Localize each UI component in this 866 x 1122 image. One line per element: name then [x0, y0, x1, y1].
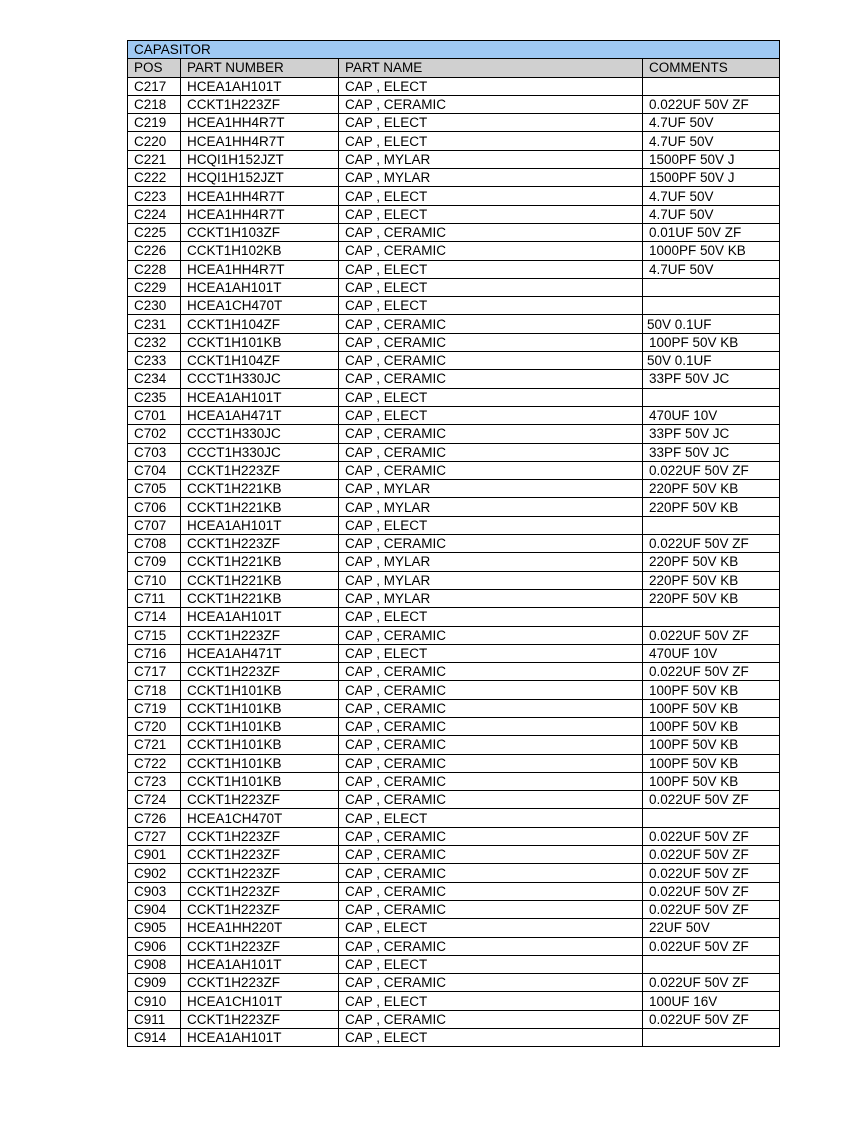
cell-part-number: CCKT1H223ZF — [181, 827, 339, 845]
cell-part-name: CAP , MYLAR — [339, 498, 643, 516]
table-row — [128, 772, 780, 790]
cell-part-name: CAP , CERAMIC — [339, 900, 643, 918]
cell-part-number: CCKT1H223ZF — [181, 900, 339, 918]
table-row — [128, 882, 780, 900]
cell-comments: 33PF 50V JC — [643, 443, 780, 461]
column-header-row — [128, 59, 780, 77]
cell-pos: C220 — [128, 132, 181, 150]
cell-part-number: HCEA1AH101T — [181, 77, 339, 95]
cell-part-number: CCKT1H221KB — [181, 553, 339, 571]
table-row — [128, 406, 780, 424]
cell-part-name: CAP , ELECT — [339, 132, 643, 150]
cell-part-number: HCEA1AH101T — [181, 955, 339, 973]
cell-pos: C229 — [128, 278, 181, 296]
cell-comments: 100PF 50V KB — [643, 699, 780, 717]
cell-part-name: CAP , ELECT — [339, 992, 643, 1010]
cell-comments — [643, 516, 780, 534]
cell-comments: 100UF 16V — [643, 992, 780, 1010]
table-row — [128, 187, 780, 205]
cell-pos: C221 — [128, 150, 181, 168]
cell-pos: C906 — [128, 937, 181, 955]
cell-part-number: HCEA1HH220T — [181, 919, 339, 937]
cell-pos: C234 — [128, 370, 181, 388]
cell-part-name: CAP , CERAMIC — [339, 974, 643, 992]
cell-part-name: CAP , ELECT — [339, 260, 643, 278]
table-row — [128, 864, 780, 882]
cell-comments: 470UF 10V — [643, 406, 780, 424]
cell-pos: C910 — [128, 992, 181, 1010]
cell-comments: 0.022UF 50V ZF — [643, 461, 780, 479]
cell-comments: 0.022UF 50V ZF — [643, 827, 780, 845]
cell-pos: C706 — [128, 498, 181, 516]
cell-pos: C223 — [128, 187, 181, 205]
cell-part-number: CCKT1H103ZF — [181, 223, 339, 241]
cell-comments: 4.7UF 50V — [643, 132, 780, 150]
table-row — [128, 132, 780, 150]
cell-comments: 0.022UF 50V ZF — [643, 864, 780, 882]
table-row — [128, 352, 780, 370]
cell-comments: 4.7UF 50V — [643, 205, 780, 223]
cell-part-name: CAP , ELECT — [339, 278, 643, 296]
cell-part-number: CCKT1H104ZF — [181, 352, 339, 370]
cell-pos: C902 — [128, 864, 181, 882]
cell-comments — [643, 278, 780, 296]
cell-part-number: HCEA1CH470T — [181, 297, 339, 315]
cell-part-name: CAP , CERAMIC — [339, 864, 643, 882]
cell-pos: C717 — [128, 663, 181, 681]
table-row — [128, 278, 780, 296]
cell-comments: 220PF 50V KB — [643, 480, 780, 498]
cell-comments: 0.022UF 50V ZF — [643, 663, 780, 681]
cell-pos: C226 — [128, 242, 181, 260]
table-row — [128, 223, 780, 241]
cell-part-number: CCKT1H101KB — [181, 333, 339, 351]
cell-comments: 4.7UF 50V — [643, 260, 780, 278]
cell-pos: C707 — [128, 516, 181, 534]
cell-part-name: CAP , MYLAR — [339, 150, 643, 168]
cell-pos: C231 — [128, 315, 181, 333]
cell-part-name: CAP , CERAMIC — [339, 242, 643, 260]
table-row — [128, 553, 780, 571]
table-row — [128, 388, 780, 406]
cell-pos: C230 — [128, 297, 181, 315]
table-row — [128, 480, 780, 498]
cell-part-number: CCKT1H223ZF — [181, 846, 339, 864]
table-row — [128, 681, 780, 699]
table-row — [128, 608, 780, 626]
cell-pos: C903 — [128, 882, 181, 900]
cell-part-number: HCEA1AH101T — [181, 388, 339, 406]
cell-comments: 100PF 50V KB — [643, 333, 780, 351]
cell-comments: 33PF 50V JC — [643, 370, 780, 388]
cell-pos: C904 — [128, 900, 181, 918]
cell-part-name: CAP , CERAMIC — [339, 699, 643, 717]
header-part-name: PART NAME — [339, 59, 643, 77]
table-row — [128, 516, 780, 534]
cell-part-number: HCEA1AH101T — [181, 608, 339, 626]
cell-part-name: CAP , CERAMIC — [339, 443, 643, 461]
table-row — [128, 589, 780, 607]
cell-comments: 0.022UF 50V ZF — [643, 535, 780, 553]
cell-part-name: CAP , ELECT — [339, 608, 643, 626]
table-row — [128, 425, 780, 443]
table-row — [128, 699, 780, 717]
table-title: CAPASITOR — [128, 41, 780, 59]
cell-part-name: CAP , ELECT — [339, 644, 643, 662]
cell-part-name: CAP , CERAMIC — [339, 772, 643, 790]
cell-comments — [643, 809, 780, 827]
cell-part-name: CAP , ELECT — [339, 388, 643, 406]
table-row — [128, 937, 780, 955]
cell-pos: C723 — [128, 772, 181, 790]
cell-part-number: CCKT1H101KB — [181, 681, 339, 699]
cell-part-name: CAP , MYLAR — [339, 169, 643, 187]
cell-part-number: CCKT1H223ZF — [181, 663, 339, 681]
cell-pos: C228 — [128, 260, 181, 278]
cell-part-number: CCKT1H101KB — [181, 717, 339, 735]
cell-part-name: CAP , CERAMIC — [339, 937, 643, 955]
table-row — [128, 315, 780, 333]
cell-part-number: CCKT1H223ZF — [181, 626, 339, 644]
table-row — [128, 95, 780, 113]
cell-part-name: CAP , ELECT — [339, 955, 643, 973]
cell-part-number: CCKT1H221KB — [181, 480, 339, 498]
table-row — [128, 370, 780, 388]
cell-pos: C705 — [128, 480, 181, 498]
cell-comments: 220PF 50V KB — [643, 498, 780, 516]
table-row — [128, 827, 780, 845]
cell-part-number: CCKT1H223ZF — [181, 937, 339, 955]
cell-pos: C224 — [128, 205, 181, 223]
cell-part-number: CCKT1H223ZF — [181, 882, 339, 900]
cell-part-name: CAP , CERAMIC — [339, 663, 643, 681]
cell-part-name: CAP , ELECT — [339, 919, 643, 937]
table-row — [128, 974, 780, 992]
cell-part-number: HCEA1HH4R7T — [181, 114, 339, 132]
cell-comments: 100PF 50V KB — [643, 681, 780, 699]
cell-part-number: HCEA1HH4R7T — [181, 205, 339, 223]
table-row — [128, 114, 780, 132]
cell-pos: C724 — [128, 791, 181, 809]
cell-part-name: CAP , MYLAR — [339, 571, 643, 589]
cell-part-name: CAP , CERAMIC — [339, 681, 643, 699]
cell-part-name: CAP , CERAMIC — [339, 846, 643, 864]
cell-pos: C218 — [128, 95, 181, 113]
table-body — [128, 77, 780, 1047]
cell-part-name: CAP , CERAMIC — [339, 754, 643, 772]
cell-part-name: CAP , CERAMIC — [339, 370, 643, 388]
cell-part-number: CCKT1H101KB — [181, 699, 339, 717]
cell-pos: C901 — [128, 846, 181, 864]
cell-part-name: CAP , ELECT — [339, 187, 643, 205]
header-part-number: PART NUMBER — [181, 59, 339, 77]
cell-part-name: CAP , CERAMIC — [339, 717, 643, 735]
cell-comments: 220PF 50V KB — [643, 589, 780, 607]
cell-pos: C708 — [128, 535, 181, 553]
cell-pos: C710 — [128, 571, 181, 589]
cell-part-number: CCKT1H101KB — [181, 772, 339, 790]
table-row — [128, 754, 780, 772]
cell-pos: C703 — [128, 443, 181, 461]
header-comments: COMMENTS — [643, 59, 780, 77]
cell-part-number: HCQI1H152JZT — [181, 169, 339, 187]
cell-comments — [643, 77, 780, 95]
cell-part-number: HCEA1HH4R7T — [181, 187, 339, 205]
table-row — [128, 791, 780, 809]
cell-pos: C727 — [128, 827, 181, 845]
cell-part-name: CAP , CERAMIC — [339, 535, 643, 553]
cell-comments: 0.022UF 50V ZF — [643, 882, 780, 900]
cell-part-name: CAP , CERAMIC — [339, 882, 643, 900]
table-row — [128, 443, 780, 461]
cell-part-name: CAP , CERAMIC — [339, 333, 643, 351]
cell-comments: 100PF 50V KB — [643, 736, 780, 754]
cell-comments: 0.022UF 50V ZF — [643, 937, 780, 955]
cell-pos: C217 — [128, 77, 181, 95]
table-row — [128, 260, 780, 278]
cell-pos: C719 — [128, 699, 181, 717]
cell-part-name: CAP , CERAMIC — [339, 315, 643, 333]
cell-comments: 50V 0.1UF — [643, 315, 780, 333]
cell-pos: C726 — [128, 809, 181, 827]
cell-part-name: CAP , ELECT — [339, 205, 643, 223]
cell-pos: C709 — [128, 553, 181, 571]
cell-pos: C225 — [128, 223, 181, 241]
cell-comments: 0.022UF 50V ZF — [643, 95, 780, 113]
cell-comments: 0.022UF 50V ZF — [643, 1010, 780, 1028]
cell-pos: C911 — [128, 1010, 181, 1028]
table-row — [128, 919, 780, 937]
cell-comments: 0.022UF 50V ZF — [643, 846, 780, 864]
cell-part-number: CCKT1H223ZF — [181, 95, 339, 113]
cell-comments: 1000PF 50V KB — [643, 242, 780, 260]
cell-pos: C714 — [128, 608, 181, 626]
table-row — [128, 900, 780, 918]
cell-part-name: CAP , MYLAR — [339, 553, 643, 571]
cell-comments — [643, 1029, 780, 1047]
cell-part-name: CAP , MYLAR — [339, 589, 643, 607]
cell-part-number: CCKT1H223ZF — [181, 535, 339, 553]
cell-part-number: CCKT1H104ZF — [181, 315, 339, 333]
cell-pos: C716 — [128, 644, 181, 662]
cell-part-number: CCKT1H101KB — [181, 736, 339, 754]
table-row — [128, 846, 780, 864]
cell-comments — [643, 608, 780, 626]
cell-part-number: CCCT1H330JC — [181, 425, 339, 443]
cell-part-number: HCEA1CH101T — [181, 992, 339, 1010]
cell-comments: 33PF 50V JC — [643, 425, 780, 443]
cell-part-name: CAP , ELECT — [339, 114, 643, 132]
cell-part-number: CCKT1H223ZF — [181, 461, 339, 479]
cell-pos: C232 — [128, 333, 181, 351]
cell-comments: 4.7UF 50V — [643, 114, 780, 132]
table-row — [128, 333, 780, 351]
table-row — [128, 242, 780, 260]
cell-pos: C219 — [128, 114, 181, 132]
cell-part-number: HCEA1AH101T — [181, 516, 339, 534]
cell-part-number: CCCT1H330JC — [181, 370, 339, 388]
cell-comments — [643, 955, 780, 973]
cell-comments: 100PF 50V KB — [643, 754, 780, 772]
table-row — [128, 717, 780, 735]
cell-comments — [643, 388, 780, 406]
cell-comments — [643, 297, 780, 315]
cell-part-number: CCKT1H221KB — [181, 498, 339, 516]
cell-pos: C222 — [128, 169, 181, 187]
table-row — [128, 535, 780, 553]
cell-comments: 0.022UF 50V ZF — [643, 974, 780, 992]
cell-pos: C909 — [128, 974, 181, 992]
cell-part-name: CAP , CERAMIC — [339, 736, 643, 754]
table-row — [128, 955, 780, 973]
table-row — [128, 498, 780, 516]
cell-pos: C704 — [128, 461, 181, 479]
cell-part-number: HCEA1AH101T — [181, 1029, 339, 1047]
cell-part-number: HCEA1HH4R7T — [181, 260, 339, 278]
table-row — [128, 1029, 780, 1047]
cell-part-name: CAP , CERAMIC — [339, 791, 643, 809]
cell-part-number: CCKT1H223ZF — [181, 791, 339, 809]
cell-part-name: CAP , ELECT — [339, 297, 643, 315]
cell-part-number: CCKT1H221KB — [181, 571, 339, 589]
parts-sheet — [127, 40, 779, 1047]
cell-part-name: CAP , CERAMIC — [339, 425, 643, 443]
cell-comments: 220PF 50V KB — [643, 553, 780, 571]
table-row — [128, 150, 780, 168]
cell-part-number: HCEA1AH101T — [181, 278, 339, 296]
cell-pos: C722 — [128, 754, 181, 772]
cell-part-number: CCKT1H223ZF — [181, 864, 339, 882]
cell-comments: 1500PF 50V J — [643, 150, 780, 168]
cell-part-number: HCQI1H152JZT — [181, 150, 339, 168]
cell-part-number: HCEA1HH4R7T — [181, 132, 339, 150]
cell-pos: C718 — [128, 681, 181, 699]
cell-pos: C235 — [128, 388, 181, 406]
cell-comments: 50V 0.1UF — [643, 352, 780, 370]
table-row — [128, 736, 780, 754]
table-title-row — [128, 41, 780, 59]
cell-comments: 100PF 50V KB — [643, 772, 780, 790]
cell-part-name: CAP , CERAMIC — [339, 95, 643, 113]
cell-comments: 0.01UF 50V ZF — [643, 223, 780, 241]
cell-part-name: CAP , ELECT — [339, 1029, 643, 1047]
table-row — [128, 809, 780, 827]
cell-part-name: CAP , ELECT — [339, 406, 643, 424]
cell-part-number: HCEA1CH470T — [181, 809, 339, 827]
cell-part-name: CAP , CERAMIC — [339, 223, 643, 241]
cell-part-name: CAP , CERAMIC — [339, 352, 643, 370]
table-row — [128, 461, 780, 479]
cell-comments: 470UF 10V — [643, 644, 780, 662]
cell-part-number: CCKT1H223ZF — [181, 1010, 339, 1028]
table-row — [128, 169, 780, 187]
table-row — [128, 571, 780, 589]
cell-pos: C701 — [128, 406, 181, 424]
cell-part-number: CCKT1H102KB — [181, 242, 339, 260]
cell-pos: C908 — [128, 955, 181, 973]
table-row — [128, 205, 780, 223]
cell-comments: 100PF 50V KB — [643, 717, 780, 735]
cell-part-number: CCKT1H101KB — [181, 754, 339, 772]
cell-comments: 4.7UF 50V — [643, 187, 780, 205]
cell-part-name: CAP , ELECT — [339, 516, 643, 534]
cell-part-number: HCEA1AH471T — [181, 644, 339, 662]
cell-comments: 1500PF 50V J — [643, 169, 780, 187]
cell-comments: 220PF 50V KB — [643, 571, 780, 589]
cell-part-name: CAP , CERAMIC — [339, 461, 643, 479]
cell-part-number: CCKT1H223ZF — [181, 974, 339, 992]
cell-pos: C715 — [128, 626, 181, 644]
cell-comments: 22UF 50V — [643, 919, 780, 937]
table-row — [128, 663, 780, 681]
cell-comments: 0.022UF 50V ZF — [643, 626, 780, 644]
table-row — [128, 1010, 780, 1028]
cell-part-number: HCEA1AH471T — [181, 406, 339, 424]
cell-comments: 0.022UF 50V ZF — [643, 900, 780, 918]
cell-part-name: CAP , CERAMIC — [339, 626, 643, 644]
cell-pos: C721 — [128, 736, 181, 754]
cell-pos: C914 — [128, 1029, 181, 1047]
cell-part-name: CAP , ELECT — [339, 809, 643, 827]
cell-comments: 0.022UF 50V ZF — [643, 791, 780, 809]
cell-part-name: CAP , CERAMIC — [339, 1010, 643, 1028]
table-row — [128, 77, 780, 95]
cell-pos: C720 — [128, 717, 181, 735]
table-row — [128, 626, 780, 644]
cell-part-name: CAP , CERAMIC — [339, 827, 643, 845]
cell-part-number: CCKT1H221KB — [181, 589, 339, 607]
table-row — [128, 644, 780, 662]
cell-part-number: CCCT1H330JC — [181, 443, 339, 461]
table-row — [128, 992, 780, 1010]
cell-part-name: CAP , MYLAR — [339, 480, 643, 498]
capacitor-parts-table — [127, 40, 780, 1047]
cell-pos: C905 — [128, 919, 181, 937]
cell-pos: C702 — [128, 425, 181, 443]
cell-pos: C711 — [128, 589, 181, 607]
header-pos: POS — [128, 59, 181, 77]
table-row — [128, 297, 780, 315]
cell-part-name: CAP , ELECT — [339, 77, 643, 95]
cell-pos: C233 — [128, 352, 181, 370]
